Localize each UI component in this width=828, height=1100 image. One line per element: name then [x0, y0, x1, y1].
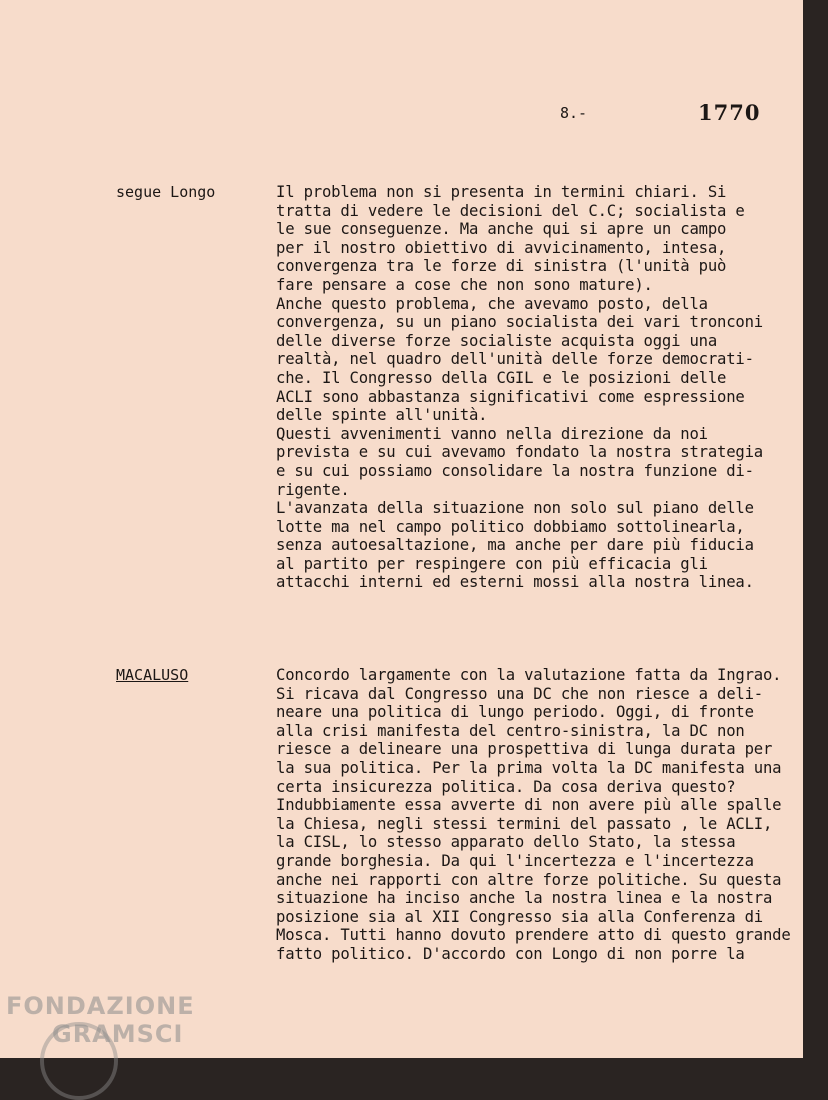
- text-line: alla crisi manifesta del centro-sinistra, la DC non: [276, 721, 745, 740]
- page-marker: 8.-: [560, 104, 588, 122]
- text-line: prevista e su cui avevamo fondato la nostra strategia: [276, 443, 763, 462]
- text-line: al partito per respingere con più efficacia gli: [276, 554, 708, 573]
- text-line: tratta di vedere le decisioni del C.C; socialista e: [276, 201, 745, 220]
- watermark-line-2: GRAMSCI: [52, 1020, 184, 1048]
- text-line: situazione ha inciso anche la nostra linea e la nostra: [276, 889, 773, 908]
- text-line: riesce a delineare una prospettiva di lunga durata per: [276, 740, 773, 759]
- text-line: delle diverse forze socialiste acquista oggi una: [276, 331, 718, 350]
- paragraph-macaluso: [276, 666, 791, 964]
- text-line: L'avanzata della situazione non solo sul piano delle: [276, 499, 754, 518]
- document-number: 1770: [698, 100, 761, 125]
- text-line: che. Il Congresso della CGIL e le posizioni delle: [276, 368, 727, 387]
- text-line: Si ricava dal Congresso una DC che non riesce a deli-: [276, 684, 763, 703]
- text-line: Il problema non si presenta in termini chiari. Si: [276, 183, 727, 201]
- watermark-line-1: FONDAZIONE: [6, 992, 195, 1020]
- watermark-logo: [6, 992, 195, 1048]
- text-line: Mosca. Tutti hanno dovuto prendere atto di questo grande: [276, 926, 791, 945]
- text-line: rigente.: [276, 480, 350, 499]
- text-line: la CISL, lo stesso apparato dello Stato, la stessa: [276, 833, 736, 852]
- speaker-longo: segue Longo: [116, 183, 216, 201]
- text-line: la Chiesa, negli stessi termini del passato , le ACLI,: [276, 814, 773, 833]
- text-line: la sua politica. Per la prima volta la DC manifesta una: [276, 758, 782, 777]
- text-line: attacchi interni ed esterni mossi alla nostra linea.: [276, 573, 754, 592]
- text-line: senza autoesaltazione, ma anche per dare più fiducia: [276, 536, 754, 555]
- text-line: certa insicurezza politica. Da cosa deriva questo?: [276, 777, 736, 796]
- text-line: realtà, nel quadro dell'unità delle forze democrati-: [276, 350, 754, 369]
- text-line: ACLI sono abbastanza significativi come espressione: [276, 387, 745, 406]
- text-line: per il nostro obiettivo di avvicinamento, intesa,: [276, 238, 727, 257]
- text-line: convergenza tra le forze di sinistra (l'unità può: [276, 257, 727, 276]
- text-line: grande borghesia. Da qui l'incertezza e l'incertezza: [276, 851, 754, 870]
- text-line: fatto politico. D'accordo con Longo di non porre la: [276, 944, 745, 963]
- text-line: convergenza, su un piano socialista dei vari tronconi: [276, 313, 763, 332]
- text-line: anche nei rapporti con altre forze politiche. Su questa: [276, 870, 782, 889]
- text-line: neare una politica di lungo periodo. Oggi, di fronte: [276, 703, 754, 722]
- text-line: fare pensare a cose che non sono mature).: [276, 275, 653, 294]
- text-line: Anche questo problema, che avevamo posto, della: [276, 294, 708, 313]
- text-line: posizione sia al XII Congresso sia alla Conferenza di: [276, 907, 763, 926]
- text-line: e su cui possiamo consolidare la nostra funzione di-: [276, 461, 754, 480]
- text-line: Indubbiamente essa avverte di non avere più alle spalle: [276, 796, 782, 815]
- paragraph-longo: [276, 183, 763, 592]
- text-line: le sue conseguenze. Ma anche qui si apre un campo: [276, 220, 727, 239]
- text-line: delle spinte all'unità.: [276, 406, 488, 425]
- text-line: lotte ma nel campo politico dobbiamo sottolinearla,: [276, 517, 745, 536]
- text-line: Concordo largamente con la valutazione fatta da Ingrao.: [276, 666, 782, 684]
- speaker-macaluso: MACALUSO: [116, 666, 189, 684]
- text-line: Questi avvenimenti vanno nella direzione da noi: [276, 424, 708, 443]
